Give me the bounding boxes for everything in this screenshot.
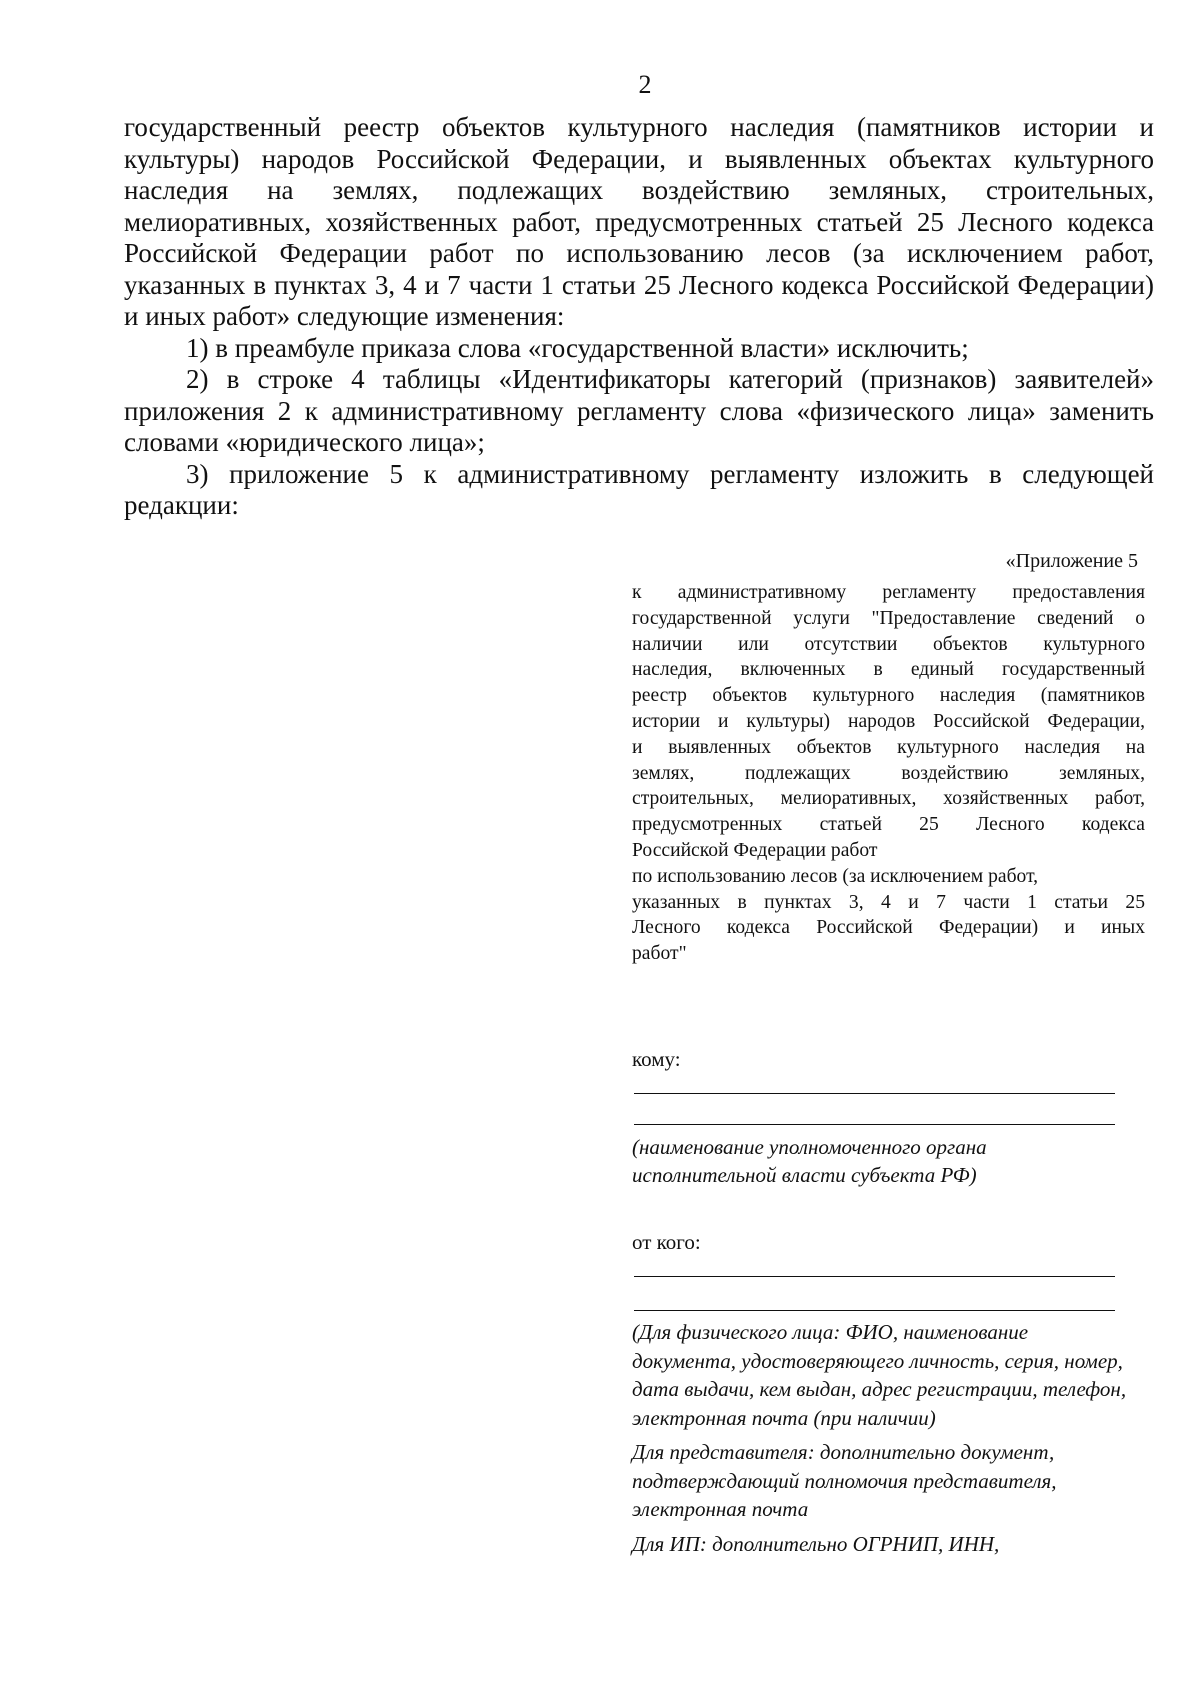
amendment-item-1: 1) в преамбуле приказа слова «государственной власти» исключить; bbox=[186, 332, 969, 363]
appendix-line: землях, подлежащих воздействию земляных, bbox=[632, 762, 1145, 784]
appendix-line: работ" bbox=[632, 943, 687, 965]
note-representative: Для представителя: дополнительно документ, подтверждающий полномочия представителя, электронная почта bbox=[632, 1440, 1057, 1521]
appendix-line: по использованию лесов (за исключением работ, bbox=[632, 865, 1039, 887]
from-section bbox=[632, 1228, 1117, 1256]
appendix-line: и выявленных объектов культурного наследия на bbox=[632, 736, 1145, 758]
appendix-line: реестр объектов культурного наследия (памятников bbox=[632, 685, 1145, 707]
to-section bbox=[632, 1045, 1117, 1073]
appendix-line: к административному регламенту предоставления bbox=[632, 582, 1145, 603]
appendix-header bbox=[632, 580, 1145, 967]
to-caption-line-2: исполнительной власти субъекта РФ) bbox=[632, 1163, 977, 1187]
amendment-item-2: 2) в строке 4 таблицы «Идентификаторы категорий (признаков) заявителей» приложения 2 к административному регламенту слова «физического лица» заменить словами «юридического лица»; bbox=[124, 364, 1154, 457]
appendix-line: строительных, мелиоративных, хозяйственных работ, bbox=[632, 788, 1145, 810]
note-individual-entrepreneur: Для ИП: дополнительно ОГРНИП, ИНН, bbox=[632, 1531, 1000, 1556]
appendix-line: наследия, включенных в единый государственный bbox=[632, 659, 1145, 681]
to-caption bbox=[632, 1133, 1117, 1189]
from-fill-line-1[interactable] bbox=[634, 1276, 1115, 1277]
applicant-notes bbox=[632, 1318, 1132, 1558]
page-number: 2 bbox=[638, 70, 652, 99]
body-paragraph-1: государственный реестр объектов культурного наследия (памятников истории и культуры) народов Российской Федерации, и выявленных объектах культурного наследия на землях, подлежащих воздействию земляных, строительных, мелиоративных, хозяйственных работ, предусмотренных статьей 25 Лесного кодекса Российской Федерации работ по использованию лесов (за исключением работ, указанных в пунктах 3, 4 и 7 части 1 статьи 25 Лесного кодекса Российской Федерации) и иных работ» следующие изменения: bbox=[124, 112, 1154, 331]
appendix-line: наличии или отсутствии объектов культурного bbox=[632, 633, 1145, 655]
from-label: от кого: bbox=[632, 1230, 701, 1254]
to-label: кому: bbox=[632, 1047, 681, 1071]
amendment-item-3: 3) приложение 5 к административному регламенту изложить в следующей редакции: bbox=[124, 458, 1154, 520]
appendix-line: государственной услуги "Предоставление сведений о bbox=[632, 607, 1145, 629]
note-individual: (Для физического лица: ФИО, наименование документа, удостоверяющего личность, серия, номер, дата выдачи, кем выдан, адрес регистрации, телефон, электронная почта (при наличии) bbox=[632, 1320, 1127, 1430]
to-fill-line-2[interactable] bbox=[634, 1124, 1115, 1125]
to-fill-line-1[interactable] bbox=[634, 1093, 1115, 1094]
appendix-line: Российской Федерации работ bbox=[632, 839, 878, 861]
appendix-line: указанных в пунктах 3, 4 и 7 части 1 статьи 25 bbox=[632, 891, 1145, 913]
appendix-line: предусмотренных статьей 25 Лесного кодекса bbox=[632, 814, 1145, 836]
from-fill-line-2[interactable] bbox=[634, 1310, 1115, 1311]
to-caption-line-1: (наименование уполномоченного органа bbox=[632, 1135, 987, 1159]
body-text bbox=[124, 112, 1154, 522]
appendix-title: «Приложение 5 bbox=[1005, 550, 1138, 572]
appendix-line: истории и культуры) народов Российской Федерации, bbox=[632, 710, 1145, 732]
appendix-line: Лесного кодекса Российской Федерации) и иных bbox=[632, 917, 1145, 939]
